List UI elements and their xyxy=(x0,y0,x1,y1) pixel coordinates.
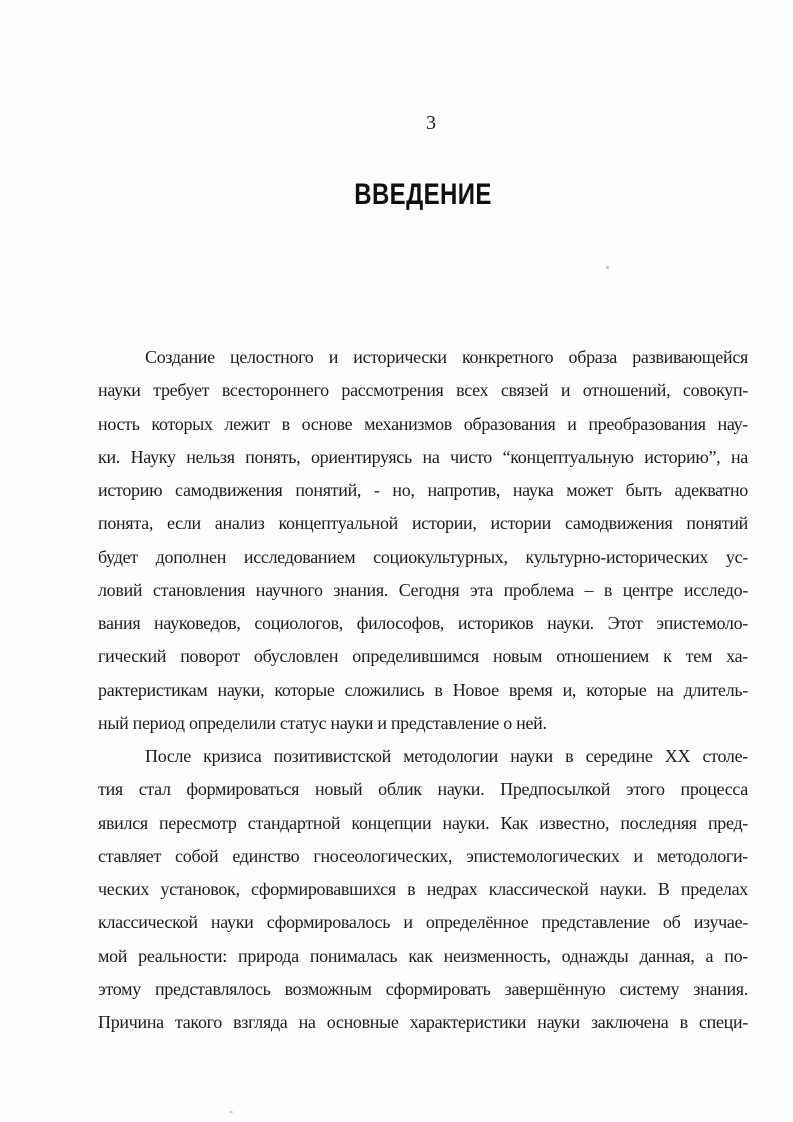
scan-speck xyxy=(229,1111,233,1113)
text-line: ность которых лежит в основе механизмов образования и преобразования нау- xyxy=(98,413,748,434)
text-line: вания науковедов, социологов, философов, историков науки. Этот эпистемоло- xyxy=(98,613,748,633)
text-line: классической науки сформировалось и определённое представление об изучае- xyxy=(98,912,748,933)
text-line: тия стал формироваться новый облик науки. Предпосылкой этого процесса xyxy=(98,779,748,800)
text-line: науки требует всестороннего рассмотрения всех связей и отношений, совокуп- xyxy=(98,380,748,401)
scan-speck xyxy=(606,266,609,269)
text-line: будет дополнен исследованием социокультурных, культурно-исторических ус- xyxy=(98,546,748,567)
text-line: ный период определили статус науки и представление о ней. xyxy=(98,712,547,733)
page-number: 3 xyxy=(426,112,436,134)
text-line: понята, если анализ концептуальной истории, истории самодвижения понятий xyxy=(98,513,748,534)
text-line: ческих установок, сформировавшихся в недрах классической науки. В пределах xyxy=(98,879,748,899)
text-line: ставляет собой единство гносеологических, эпистемологических и методологи- xyxy=(98,845,748,866)
paragraph xyxy=(98,740,748,1039)
text-line: Причина такого взгляда на основные характеристики науки заключена в специ- xyxy=(98,1012,748,1032)
text-line: После кризиса позитивистской методологии науки в середине XX столе- xyxy=(145,746,748,766)
text-line: ловий становления научного знания. Сегодня эта проблема – в центре исследо- xyxy=(98,579,748,600)
text-line: гический поворот обусловлен определившимся новым отношением к тем ха- xyxy=(98,646,748,667)
text-line: явился пересмотр стандартной концепции науки. Как известно, последняя пред- xyxy=(98,812,748,833)
text-line: этому представлялось возможным сформировать завершённую систему знания. xyxy=(98,978,748,999)
body-text xyxy=(98,341,748,1039)
text-line: ки. Науку нельзя понять, ориентируясь на чисто “концептуальную историю”, на xyxy=(98,446,748,467)
text-line: Создание целостного и исторически конкретного образа развивающейся xyxy=(145,347,748,367)
text-line: мой реальности: природа понималась как неизменность, однажды данная, а по- xyxy=(98,945,748,966)
chapter-heading: ВВЕДЕНИЕ xyxy=(354,178,492,211)
text-line: рактеристикам науки, которые сложились в Новое время и, которые на длитель- xyxy=(98,679,748,700)
text-line: историю самодвижения понятий, - но, напротив, наука может быть адекватно xyxy=(98,480,748,500)
paragraph xyxy=(98,341,748,740)
